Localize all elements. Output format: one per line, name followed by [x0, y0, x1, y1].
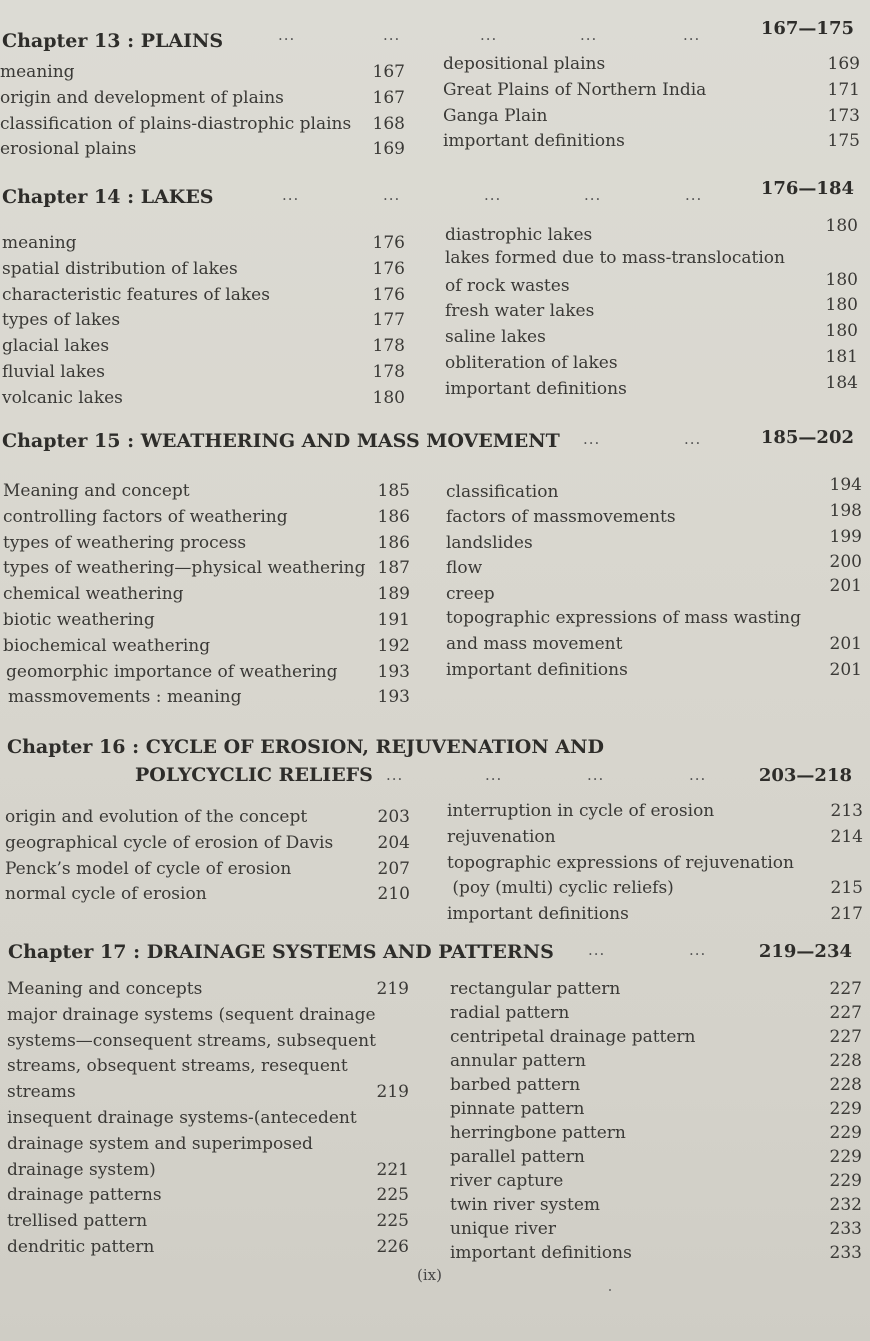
- chapter-heading: [0, 18, 862, 56]
- toc-entry[interactable]: river capture 229: [450, 1171, 862, 1191]
- toc-entry[interactable]: lakes formed due to mass-translocation: [445, 247, 785, 268]
- toc-entry[interactable]: topographic expressions of rejuvenation: [447, 852, 794, 873]
- toc-entry[interactable]: characteristic features of lakes 176: [2, 284, 405, 305]
- toc-entry[interactable]: important definitions 233: [450, 1243, 862, 1263]
- left-column: [5, 807, 410, 910]
- toc-entry[interactable]: classification of plains-diastrophic plains 168: [0, 113, 405, 134]
- toc-entry[interactable]: types of lakes 177: [2, 310, 405, 331]
- toc-entry[interactable]: controlling factors of weathering 186: [3, 506, 410, 527]
- left-column: [0, 62, 405, 165]
- chapter-title: Chapter 14 : LAKES: [2, 186, 214, 208]
- toc-entry[interactable]: interruption in cycle of erosion 213: [447, 801, 863, 821]
- toc-entry[interactable]: Penck’s model of cycle of erosion 207: [5, 858, 410, 879]
- toc-entry[interactable]: dendritic pattern 226: [7, 1236, 409, 1257]
- toc-entry[interactable]: saline lakes 180: [445, 321, 858, 348]
- toc-entry[interactable]: meaning 176: [2, 233, 405, 253]
- chapter-title: Chapter 16 : CYCLE OF EROSION, REJUVENATION AND: [7, 736, 604, 758]
- toc-entry[interactable]: (poy (multi) cyclic reliefs) 215: [447, 878, 863, 899]
- toc-entry[interactable]: important definitions 175: [443, 131, 860, 152]
- right-column: [447, 801, 863, 930]
- toc-entry[interactable]: Great Plains of Northern India 171: [443, 79, 860, 100]
- toc-entry[interactable]: spatial distribution of lakes 176: [2, 258, 405, 279]
- toc-entry[interactable]: drainage system) 221: [7, 1159, 409, 1180]
- toc-entry[interactable]: annular pattern 228: [450, 1051, 862, 1071]
- leader-dots: ...: [485, 766, 503, 784]
- chapter-page-range: 185—202: [760, 427, 854, 448]
- toc-entry[interactable]: origin and evolution of the concept 203: [5, 807, 410, 827]
- toc-entry[interactable]: flow 200: [446, 552, 862, 579]
- toc-entry[interactable]: erosional plains 169: [0, 139, 405, 160]
- page-number: (ix): [417, 1266, 442, 1284]
- toc-entry[interactable]: biotic weathering 191: [3, 609, 410, 630]
- toc-entry[interactable]: radial pattern 227: [450, 1003, 862, 1023]
- toc-entry[interactable]: drainage patterns 225: [7, 1185, 409, 1206]
- leader-dots: ...: [282, 186, 300, 204]
- leader-dots: ...: [278, 26, 296, 44]
- toc-entry[interactable]: obliteration of lakes 181: [445, 346, 858, 373]
- leader-dots: ...: [383, 26, 401, 44]
- chapter-heading: [0, 178, 862, 216]
- toc-entry[interactable]: geographical cycle of erosion of Davis 204: [5, 832, 410, 853]
- paper-speck: [609, 1289, 611, 1291]
- toc-entry[interactable]: types of weathering—physical weathering 187: [3, 558, 410, 579]
- chapter-page-range: 176—184: [760, 178, 854, 199]
- toc-entry[interactable]: normal cycle of erosion 210: [5, 884, 410, 905]
- toc-entry[interactable]: rejuvenation 214: [447, 826, 863, 847]
- toc-entry[interactable]: creep 201: [446, 576, 862, 605]
- toc-entry[interactable]: topographic expressions of mass wasting: [446, 607, 801, 628]
- chapter-title-continued: POLYCYCLIC RELIEFS: [135, 764, 373, 786]
- leader-dots: ...: [685, 186, 703, 204]
- toc-entry[interactable]: barbed pattern 228: [450, 1075, 862, 1095]
- toc-entry[interactable]: types of weathering process 186: [3, 532, 410, 553]
- left-column: [3, 481, 410, 713]
- chapter-title: Chapter 15 : WEATHERING AND MASS MOVEMENT: [2, 430, 560, 452]
- chapter-page-range: 167—175: [760, 18, 854, 39]
- leader-dots: ...: [689, 766, 707, 784]
- chapter-page-range: 203—218: [758, 765, 852, 786]
- toc-entry[interactable]: diastrophic lakes 180: [445, 216, 858, 245]
- toc-entry[interactable]: and mass movement 201: [446, 633, 862, 654]
- toc-entry[interactable]: twin river system 232: [450, 1195, 862, 1215]
- right-column: [446, 475, 862, 685]
- right-column: [450, 979, 862, 1267]
- toc-entry[interactable]: Meaning and concepts 219: [7, 979, 409, 999]
- chapter-heading: [0, 736, 862, 796]
- toc-entry[interactable]: herringbone pattern 229: [450, 1123, 862, 1143]
- toc-entry[interactable]: centripetal drainage pattern 227: [450, 1027, 862, 1047]
- toc-entry[interactable]: landslides 199: [446, 526, 862, 553]
- toc-entry[interactable]: chemical weathering 189: [3, 584, 410, 605]
- toc-entry[interactable]: pinnate pattern 229: [450, 1099, 862, 1119]
- toc-entry[interactable]: streams, obsequent streams, resequent: [7, 1056, 348, 1077]
- toc-entry[interactable]: insequent drainage systems-(antecedent: [7, 1107, 357, 1128]
- toc-entry[interactable]: parallel pattern 229: [450, 1147, 862, 1167]
- left-column: [7, 979, 409, 1263]
- leader-dots: ...: [580, 26, 598, 44]
- toc-entry[interactable]: drainage system and superimposed: [7, 1133, 313, 1154]
- toc-entry[interactable]: rectangular pattern 227: [450, 979, 862, 999]
- toc-entry[interactable]: important definitions 201: [446, 659, 862, 680]
- leader-dots: ...: [480, 26, 498, 44]
- chapter-title: Chapter 17 : DRAINAGE SYSTEMS AND PATTERNS: [8, 941, 554, 963]
- toc-entry[interactable]: fresh water lakes 180: [445, 295, 858, 322]
- chapter-heading: [0, 427, 862, 460]
- toc-entry[interactable]: factors of massmovements 198: [446, 500, 862, 527]
- toc-entry[interactable]: unique river 233: [450, 1219, 862, 1239]
- toc-entry[interactable]: massmovements : meaning 193: [8, 687, 410, 708]
- leader-dots: ...: [383, 186, 401, 204]
- leader-dots: ...: [386, 766, 404, 784]
- toc-entry[interactable]: meaning 167: [0, 62, 405, 82]
- leader-dots: ...: [588, 941, 606, 959]
- chapter-heading: [0, 941, 862, 971]
- toc-entry[interactable]: fluvial lakes 178: [2, 361, 405, 382]
- chapter-page-range: 219—234: [758, 941, 852, 962]
- toc-entry[interactable]: streams 219: [7, 1082, 409, 1103]
- toc-entry[interactable]: glacial lakes 178: [2, 336, 405, 357]
- leader-dots: ...: [584, 186, 602, 204]
- leader-dots: ...: [484, 186, 502, 204]
- toc-entry[interactable]: volcanic lakes 180: [2, 387, 405, 408]
- toc-entry[interactable]: of rock wastes 180: [445, 269, 858, 296]
- right-column: [445, 216, 858, 403]
- toc-entry[interactable]: trellised pattern 225: [7, 1211, 409, 1232]
- toc-entry[interactable]: major drainage systems (sequent drainage: [7, 1004, 376, 1025]
- leader-dots: ...: [683, 26, 701, 44]
- left-column: [2, 233, 405, 414]
- leader-dots: ...: [587, 766, 605, 784]
- toc-entry[interactable]: origin and development of plains 167: [0, 87, 405, 108]
- toc-entry[interactable]: geomorphic importance of weathering 193: [6, 661, 410, 682]
- toc-entry[interactable]: systems—consequent streams, subsequent: [7, 1030, 376, 1051]
- toc-entry[interactable]: classification 194: [446, 475, 862, 502]
- toc-entry[interactable]: important definitions 184: [445, 372, 858, 399]
- leader-dots: ...: [684, 430, 702, 448]
- toc-entry[interactable]: Meaning and concept 185: [3, 481, 410, 501]
- toc-entry[interactable]: Ganga Plain 173: [443, 105, 860, 126]
- chapter-title: Chapter 13 : PLAINS: [2, 30, 224, 52]
- leader-dots: ...: [583, 430, 601, 448]
- toc-entry[interactable]: important definitions 217: [447, 904, 863, 925]
- right-column: [443, 54, 860, 157]
- leader-dots: ...: [689, 941, 707, 959]
- toc-entry[interactable]: biochemical weathering 192: [3, 635, 410, 656]
- toc-entry[interactable]: depositional plains 169: [443, 54, 860, 74]
